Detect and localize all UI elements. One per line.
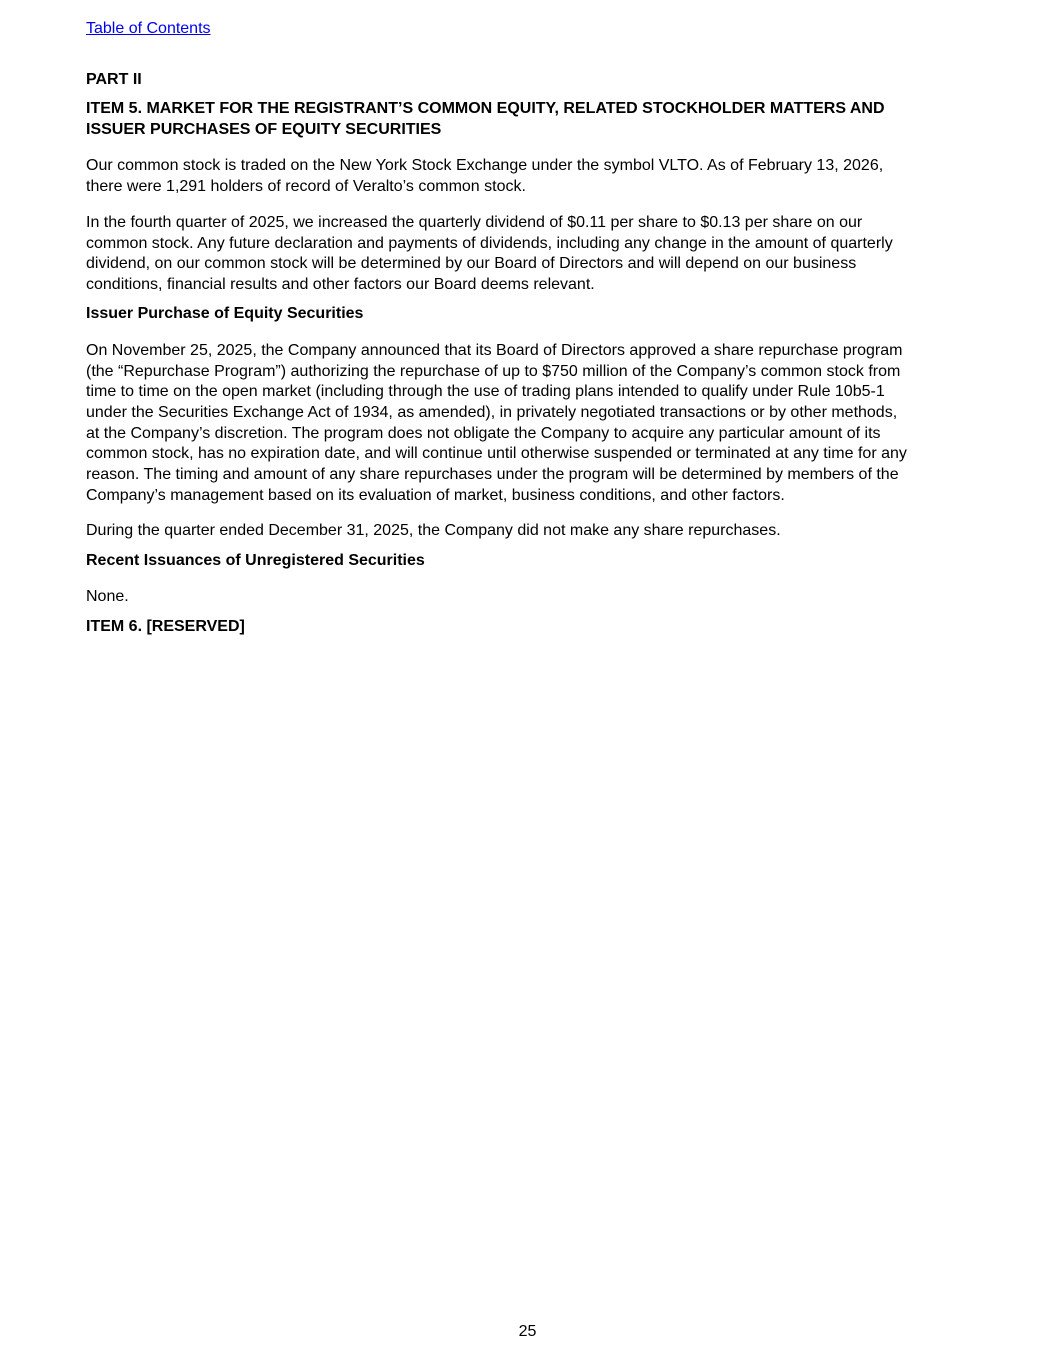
part-heading-text: PART II bbox=[86, 71, 142, 88]
paragraph-stock-listing bbox=[86, 156, 986, 197]
text-line: at the Company’s discretion. The program does not obligate the Company to acquire any particular amount of its bbox=[86, 424, 881, 442]
heading-text: ITEM 6. [RESERVED] bbox=[86, 618, 245, 635]
title-line: ITEM 5. MARKET FOR THE REGISTRANT’S COMMON EQUITY, RELATED STOCKHOLDER MATTERS AND bbox=[86, 100, 885, 117]
item5-title bbox=[86, 99, 986, 140]
part-heading bbox=[86, 70, 986, 91]
text-line: common stock, has no expiration date, and will continue until otherwise suspended or terminated at any time for any bbox=[86, 445, 907, 463]
text-line: None. bbox=[86, 588, 129, 605]
text-line: In the fourth quarter of 2025, we increased the quarterly dividend of $0.11 per share to $0.13 per share on our bbox=[86, 214, 863, 231]
text-line: common stock. Any future declaration and payments of dividends, including any change in the amount of quarterly bbox=[86, 234, 893, 252]
text-line: dividend, on our common stock will be determined by our Board of Directors and will depend on our business bbox=[86, 255, 857, 273]
heading-text: Recent Issuances of Unregistered Securities bbox=[86, 552, 425, 569]
heading-text: Issuer Purchase of Equity Securities bbox=[86, 305, 364, 322]
text-line: time to time on the open market (including through the use of trading plans intended to qualify under Rule 10b5-1 bbox=[86, 383, 885, 401]
paragraph-repurchase-program bbox=[86, 341, 986, 507]
text-line: under the Securities Exchange Act of 1934, as amended), in privately negotiated transactions or by other methods, bbox=[86, 404, 898, 422]
table-of-contents-link[interactable]: Table of Contents bbox=[86, 20, 211, 37]
paragraph-dividend bbox=[86, 213, 986, 296]
paragraph-no-repurchases bbox=[86, 521, 986, 542]
heading-issuer-purchase bbox=[86, 304, 986, 325]
text-line: there were 1,291 holders of record of Veralto’s common stock. bbox=[86, 177, 526, 195]
text-line: reason. The timing and amount of any share repurchases under the program will be determined by members of the bbox=[86, 466, 899, 484]
title-line: ISSUER PURCHASES OF EQUITY SECURITIES bbox=[86, 120, 442, 138]
text-line: (the “Repurchase Program”) authorizing the repurchase of up to $750 million of the Company’s common stock from bbox=[86, 362, 901, 380]
text-line: During the quarter ended December 31, 2025, the Company did not make any share repurchases. bbox=[86, 522, 781, 539]
text-line: conditions, financial results and other factors our Board deems relevant. bbox=[86, 276, 595, 294]
item6-title bbox=[86, 617, 986, 638]
text-line: Our common stock is traded on the New York Stock Exchange under the symbol VLTO. As of February 13, 2026, bbox=[86, 157, 884, 174]
page-number: 25 bbox=[518, 1323, 537, 1340]
text-line: Company’s management based on its evaluation of market, business conditions, and other factors. bbox=[86, 486, 785, 504]
heading-recent-issuances bbox=[86, 551, 986, 572]
paragraph-none bbox=[86, 587, 986, 608]
text-line: On November 25, 2025, the Company announced that its Board of Directors approved a share repurchase program bbox=[86, 342, 903, 359]
